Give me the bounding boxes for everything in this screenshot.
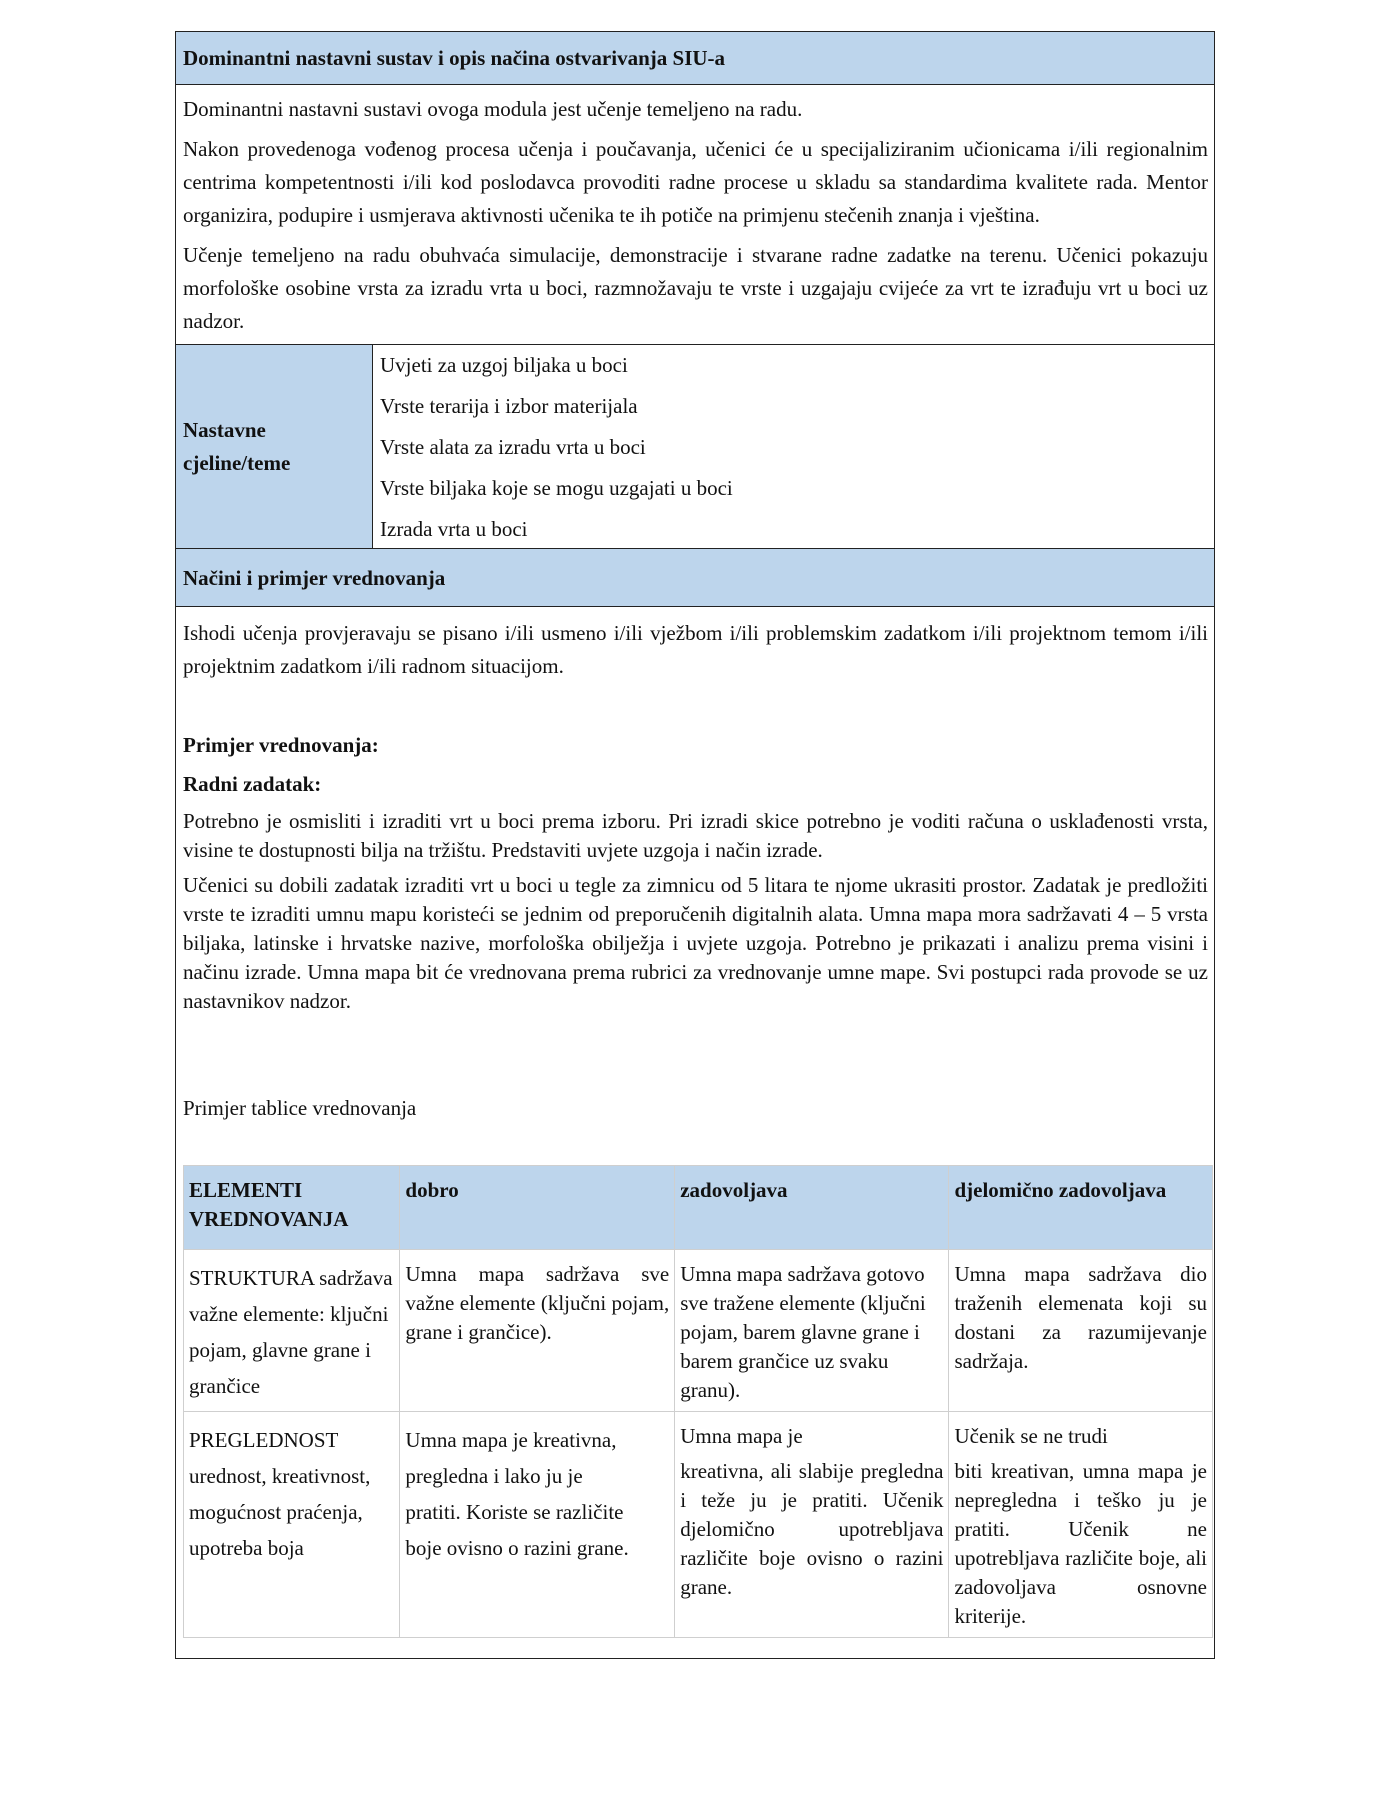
paragraph: Nakon provedenoga vođenog procesa učenja i poučavanja, učenici će u specijaliziranim učionicama i/ili regionalnim centrima kompetentnosti i/ili kod poslodavca provoditi radne procese u skladu sa standardima kvalitete rada. Mentor organizira, podupire i usmjerava aktivnosti učenika te ih potiče na primjenu stečenih znanja i vještina.: [183, 137, 1208, 227]
topics-label: Nastavne cjeline/teme: [176, 345, 373, 548]
section-header-evaluation: Načini i primjer vrednovanja: [176, 549, 1214, 607]
rubric-cell-satisfactory-first-line: Umna mapa je: [680, 1424, 803, 1448]
topics-row: [176, 344, 1214, 549]
rubric-cell-satisfactory-text: kreativna, ali slabije pregledna i teže ju je pratiti. Učenik djelomično upotrebljava različite boje ovisno o razini grane.: [680, 1459, 944, 1599]
rubric-cell-element: STRUKTURA sadržava važne elemente: ključni pojam, glavne grane i grančice: [184, 1250, 400, 1412]
rubric-title: Primjer tablice vrednovanja: [183, 1096, 417, 1120]
topic-item: Uvjeti za uzgoj biljaka u boci: [380, 353, 628, 377]
topic-item: Vrste alata za izradu vrta u boci: [380, 435, 646, 459]
teaching-system-description: [176, 85, 1214, 344]
task-description: [183, 807, 1208, 1016]
rubric-cell-partial-first-line: Učenik se ne trudi: [954, 1424, 1108, 1448]
rubric-cell-partial: Umna mapa sadržava dio traženih elemenata koji su dostani za razumijevanje sadržaja.: [949, 1250, 1213, 1412]
topic-item: Vrste biljaka koje se mogu uzgajati u boci: [380, 476, 733, 500]
section-header-teaching-system: Dominantni nastavni sustav i opis načina ostvarivanja SIU-a: [176, 32, 1214, 85]
rubric-header-good: dobro: [400, 1166, 675, 1250]
rubric-cell-element: PREGLEDNOST urednost, kreativnost, mogućnost praćenja, upotreba boja: [184, 1412, 400, 1638]
rubric-cell-good: Umna mapa je kreativna, pregledna i lako ju je pratiti. Koriste se različite boje ovisno o razini grane.: [400, 1412, 675, 1638]
topic-item: Vrste terarija i izbor materijala: [380, 394, 638, 418]
rubric-header-row: [184, 1166, 1213, 1250]
topics-list: [373, 345, 1214, 548]
rubric-cell-partial: [949, 1412, 1213, 1638]
rubric-cell-satisfactory: Umna mapa sadržava gotovo sve tražene elemente (ključni pojam, barem glavne grane i barem grančice uz svaku granu).: [675, 1250, 949, 1412]
rubric-cell-good: Umna mapa sadržava sve važne elemente (ključni pojam, grane i grančice).: [400, 1250, 675, 1412]
rubric-header-satisfactory: zadovoljava: [675, 1166, 949, 1250]
example-heading: Primjer vrednovanja:: [183, 733, 379, 757]
rubric-cell-partial-text: biti kreativan, umna mapa je nepregledna i teško ju je pratiti. Učenik ne upotrebljava različite boje, ali zadovoljava osnovne kriterije.: [954, 1459, 1207, 1628]
module-description-table: [175, 31, 1215, 1659]
rubric-header-elements: ELEMENTI VREDNOVANJA: [184, 1166, 400, 1250]
task-paragraph: Učenici su dobili zadatak izraditi vrt u boci u tegle za zimnicu od 5 litara te njome ukrasiti prostor. Zadatak je predložiti vrste te izraditi umnu mapu koristeći se jednim od preporučenih digitalnih alata. Umna mapa mora sadržavati 4 – 5 vrsta biljaka, latinske i hrvatske nazive, morfološka obilježja i uvjete uzgoja. Potrebno je prikazati i analizu prema visini i načinu izrade. Umna mapa bit će vrednovana prema rubrici za vrednovanje umne mape. Svi postupci rada provode se uz nastavnikov nadzor.: [183, 873, 1208, 1013]
evaluation-section: [176, 607, 1214, 1658]
rubric-table: [183, 1165, 1213, 1638]
rubric-cell-satisfactory: [675, 1412, 949, 1638]
task-heading: Radni zadatak:: [183, 772, 322, 796]
paragraph: Učenje temeljeno na radu obuhvaća simulacije, demonstracije i stvarane radne zadatke na terenu. Učenici pokazuju morfološke osobine vrsta za izradu vrta u boci, razmnožavaju te vrste i uzgajaju cvijeće za vrt te izrađuju vrt u boci uz nadzor.: [183, 243, 1208, 333]
paragraph: Dominantni nastavni sustavi ovoga modula jest učenje temeljeno na radu.: [183, 97, 803, 121]
task-paragraph: Potrebno je osmisliti i izraditi vrt u boci prema izboru. Pri izradi skice potrebno je voditi računa o usklađenosti vrsta, visine te dostupnosti bilja na tržištu. Predstaviti uvjete uzgoja i način izrade.: [183, 809, 1208, 862]
evaluation-intro: Ishodi učenja provjeravaju se pisano i/ili usmeno i/ili vježbom i/ili problemskim zadatkom i/ili projektnom temom i/ili projektnim zadatkom i/ili radnom situacijom.: [183, 621, 1208, 678]
rubric-header-partial: djelomično zadovoljava: [949, 1166, 1213, 1250]
rubric-row-clarity: [184, 1412, 1213, 1638]
topic-item: Izrada vrta u boci: [380, 517, 528, 541]
rubric-row-structure: [184, 1250, 1213, 1412]
